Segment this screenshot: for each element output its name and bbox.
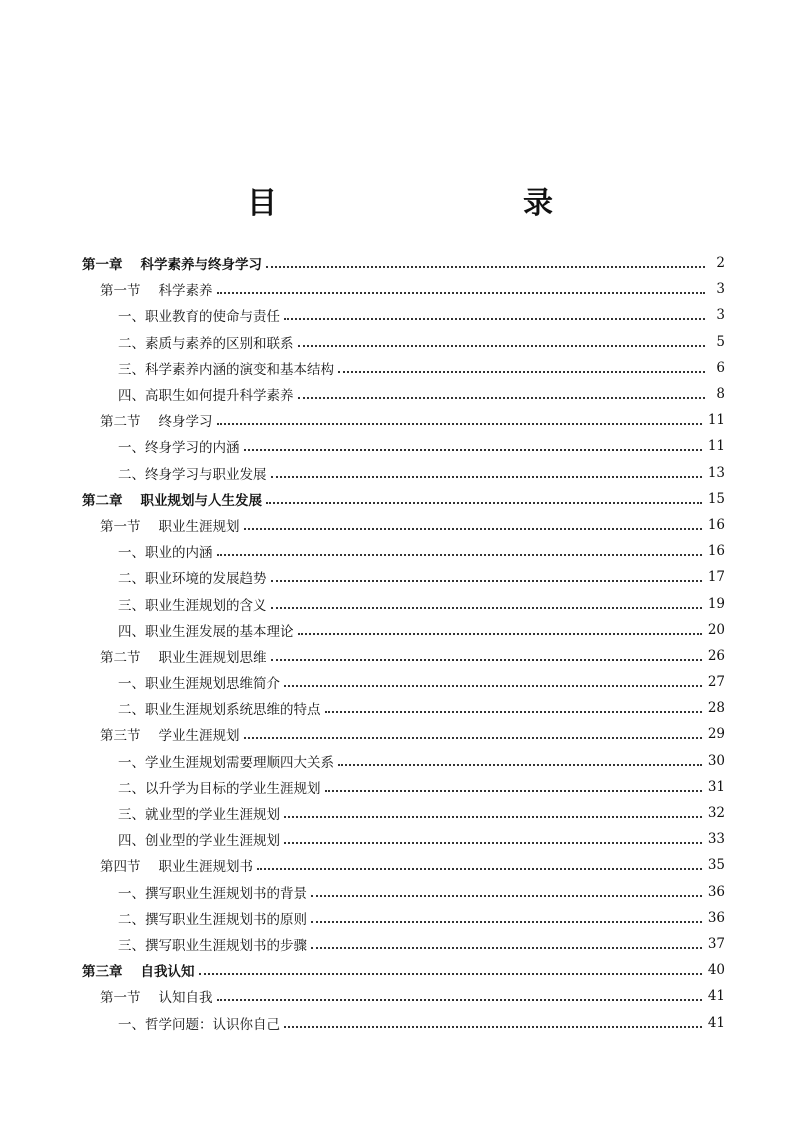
dot-leader xyxy=(244,514,702,530)
toc-entry-label xyxy=(118,934,307,954)
toc-entry-page-number: 3 xyxy=(716,307,725,324)
dot-leader xyxy=(325,697,702,713)
toc-entry-section[interactable] xyxy=(0,407,800,433)
toc-entry-item[interactable] xyxy=(0,774,800,800)
toc-entry-chapter[interactable] xyxy=(0,957,800,983)
toc-entry-number: 第一节 xyxy=(100,990,141,1007)
toc-entry-title: 二、终身学习与职业发展 xyxy=(118,466,267,483)
toc-entry-label xyxy=(82,253,262,273)
toc-entry-item[interactable] xyxy=(0,1009,800,1035)
toc-entry-page-number: 37 xyxy=(707,935,725,952)
toc-entry-section[interactable] xyxy=(0,852,800,878)
dot-leader xyxy=(217,409,702,425)
page-title: 目 录 xyxy=(247,186,615,222)
toc-entry-title: 三、就业型的学业生涯规划 xyxy=(118,807,280,824)
toc-entry-label xyxy=(118,882,307,902)
toc-entry-label xyxy=(118,541,213,561)
toc-entry-label xyxy=(118,1013,280,1033)
dot-leader xyxy=(311,907,702,923)
toc-entry-section[interactable] xyxy=(0,276,800,302)
toc-entry-section[interactable] xyxy=(0,983,800,1009)
toc-entry-title: 三、科学素养内涵的演变和基本结构 xyxy=(118,361,334,378)
toc-entry-page-number: 35 xyxy=(707,857,725,874)
toc-entry-label xyxy=(100,855,253,875)
toc-entry-title: 认知自我 xyxy=(158,990,213,1007)
dot-leader xyxy=(338,357,705,373)
toc-entry-title: 科学素养与终身学习 xyxy=(140,257,262,274)
dot-leader xyxy=(284,1012,702,1028)
toc-entry-page-number: 36 xyxy=(707,909,725,926)
dot-leader xyxy=(325,776,702,792)
toc-entry-title: 四、创业型的学业生涯规划 xyxy=(118,833,280,850)
dot-leader xyxy=(217,278,706,294)
toc-entry-page-number: 27 xyxy=(707,674,725,691)
dot-leader xyxy=(266,252,705,268)
toc-entry-item[interactable] xyxy=(0,433,800,459)
toc-entry-item[interactable] xyxy=(0,695,800,721)
toc-entry-page-number: 41 xyxy=(707,988,725,1005)
toc-entry-page-number: 40 xyxy=(707,962,725,979)
dot-leader xyxy=(284,828,702,844)
dot-leader xyxy=(311,933,702,949)
toc-entry-number: 第一节 xyxy=(100,283,141,300)
toc-entry-number: 第二节 xyxy=(100,649,141,666)
toc-entry-item[interactable] xyxy=(0,460,800,486)
toc-entry-label xyxy=(82,489,262,509)
dot-leader xyxy=(298,619,702,635)
toc-entry-page-number: 32 xyxy=(707,805,725,822)
toc-entry-title: 职业生涯规划书 xyxy=(158,859,253,876)
toc-entry-page-number: 17 xyxy=(707,569,725,586)
toc-entry-title: 一、职业生涯规划思维简介 xyxy=(118,676,280,693)
toc-entry-item[interactable] xyxy=(0,590,800,616)
toc-entry-label xyxy=(82,960,195,980)
toc-entry-item[interactable] xyxy=(0,617,800,643)
toc-entry-item[interactable] xyxy=(0,748,800,774)
dot-leader xyxy=(217,540,702,556)
table-of-contents xyxy=(0,250,800,1036)
toc-entry-page-number: 20 xyxy=(707,621,725,638)
toc-entry-page-number: 11 xyxy=(707,438,725,455)
toc-entry-title: 二、素质与素养的区别和联系 xyxy=(118,335,294,352)
toc-entry-label xyxy=(118,829,280,849)
dot-leader xyxy=(271,566,702,582)
toc-entry-page-number: 41 xyxy=(707,1014,725,1031)
toc-entry-page-number: 16 xyxy=(707,516,725,533)
toc-entry-title: 四、职业生涯发展的基本理论 xyxy=(118,623,294,640)
toc-entry-title: 一、职业的内涵 xyxy=(118,545,213,562)
toc-entry-label xyxy=(100,515,240,535)
dot-leader xyxy=(298,383,706,399)
toc-entry-label xyxy=(118,620,294,640)
toc-entry-number: 第二节 xyxy=(100,414,141,431)
toc-entry-page-number: 30 xyxy=(707,752,725,769)
dot-leader xyxy=(338,750,702,766)
dot-leader xyxy=(284,304,705,320)
dot-leader xyxy=(199,959,702,975)
toc-entry-label xyxy=(118,305,280,325)
toc-entry-page-number: 28 xyxy=(707,700,725,717)
toc-entry-label xyxy=(118,332,294,352)
toc-entry-chapter[interactable] xyxy=(0,250,800,276)
toc-entry-item[interactable] xyxy=(0,669,800,695)
toc-entry-label xyxy=(100,279,213,299)
toc-entry-label xyxy=(118,751,334,771)
toc-entry-item[interactable] xyxy=(0,564,800,590)
toc-entry-label xyxy=(118,803,280,823)
toc-entry-section[interactable] xyxy=(0,721,800,747)
toc-entry-item[interactable] xyxy=(0,879,800,905)
toc-entry-page-number: 16 xyxy=(707,543,725,560)
toc-entry-item[interactable] xyxy=(0,538,800,564)
toc-entry-label xyxy=(118,908,307,928)
toc-entry-title: 终身学习 xyxy=(158,414,213,431)
toc-entry-title: 职业生涯规划 xyxy=(158,518,240,535)
toc-entry-page-number: 29 xyxy=(707,726,725,743)
toc-entry-title: 一、职业教育的使命与责任 xyxy=(118,309,280,326)
toc-entry-page-number: 19 xyxy=(707,595,725,612)
toc-entry-number: 第一章 xyxy=(82,257,123,274)
toc-entry-title: 科学素养 xyxy=(158,283,213,300)
dot-leader xyxy=(284,802,702,818)
toc-entry-label xyxy=(100,410,213,430)
toc-entry-title: 二、撰写职业生涯规划书的原则 xyxy=(118,911,307,928)
toc-entry-page-number: 5 xyxy=(716,333,725,350)
toc-entry-page-number: 11 xyxy=(707,412,725,429)
toc-entry-item[interactable] xyxy=(0,800,800,826)
toc-entry-page-number: 8 xyxy=(716,386,725,403)
toc-entry-title: 二、职业生涯规划系统思维的特点 xyxy=(118,702,321,719)
toc-entry-page-number: 6 xyxy=(716,359,725,376)
toc-entry-label xyxy=(118,777,321,797)
toc-entry-label xyxy=(100,724,240,744)
toc-entry-page-number: 26 xyxy=(707,647,725,664)
toc-entry-title: 自我认知 xyxy=(140,964,195,981)
dot-leader xyxy=(266,488,702,504)
toc-entry-item[interactable] xyxy=(0,905,800,931)
toc-entry-label xyxy=(118,436,240,456)
toc-entry-chapter[interactable] xyxy=(0,486,800,512)
toc-entry-section[interactable] xyxy=(0,512,800,538)
toc-entry-label xyxy=(118,463,267,483)
toc-entry-page-number: 33 xyxy=(707,831,725,848)
toc-entry-label xyxy=(118,358,334,378)
toc-entry-label xyxy=(118,672,280,692)
toc-entry-item[interactable] xyxy=(0,826,800,852)
toc-entry-item[interactable] xyxy=(0,381,800,407)
dot-leader xyxy=(311,881,702,897)
dot-leader xyxy=(298,331,706,347)
toc-entry-title: 二、职业环境的发展趋势 xyxy=(118,571,267,588)
toc-entry-title: 一、终身学习的内涵 xyxy=(118,440,240,457)
toc-entry-title: 一、学业生涯规划需要理顺四大关系 xyxy=(118,754,334,771)
toc-entry-page-number: 3 xyxy=(716,281,725,298)
toc-entry-page-number: 36 xyxy=(707,883,725,900)
toc-entry-number: 第四节 xyxy=(100,859,141,876)
dot-leader xyxy=(257,854,702,870)
toc-entry-number: 第二章 xyxy=(82,492,123,509)
toc-entry-title: 一、哲学问题：认识你自己 xyxy=(118,1016,280,1033)
toc-entry-page-number: 15 xyxy=(707,490,725,507)
toc-entry-item[interactable] xyxy=(0,329,800,355)
toc-entry-title: 一、撰写职业生涯规划书的背景 xyxy=(118,885,307,902)
toc-entry-label xyxy=(100,646,267,666)
dot-leader xyxy=(244,435,702,451)
toc-entry-label xyxy=(100,986,213,1006)
toc-entry-label xyxy=(118,698,321,718)
toc-entry-number: 第一节 xyxy=(100,518,141,535)
toc-entry-page-number: 31 xyxy=(707,778,725,795)
dot-leader xyxy=(217,985,702,1001)
toc-entry-label xyxy=(118,384,294,404)
toc-entry-title: 学业生涯规划 xyxy=(158,728,240,745)
toc-entry-title: 职业生涯规划思维 xyxy=(158,649,267,666)
dot-leader xyxy=(271,593,702,609)
toc-entry-number: 第三章 xyxy=(82,964,123,981)
toc-entry-title: 二、以升学为目标的学业生涯规划 xyxy=(118,780,321,797)
toc-entry-title: 三、职业生涯规划的含义 xyxy=(118,597,267,614)
toc-entry-label xyxy=(118,594,267,614)
toc-entry-item[interactable] xyxy=(0,302,800,328)
dot-leader xyxy=(244,723,702,739)
toc-entry-number: 第三节 xyxy=(100,728,141,745)
toc-entry-title: 四、高职生如何提升科学素养 xyxy=(118,388,294,405)
toc-entry-item[interactable] xyxy=(0,355,800,381)
dot-leader xyxy=(284,671,702,687)
toc-entry-item[interactable] xyxy=(0,931,800,957)
toc-entry-title: 职业规划与人生发展 xyxy=(140,492,262,509)
dot-leader xyxy=(271,462,702,478)
toc-entry-label xyxy=(118,567,267,587)
toc-entry-section[interactable] xyxy=(0,643,800,669)
toc-entry-title: 三、撰写职业生涯规划书的步骤 xyxy=(118,937,307,954)
toc-entry-page-number: 2 xyxy=(716,255,725,272)
dot-leader xyxy=(271,645,702,661)
toc-entry-page-number: 13 xyxy=(707,464,725,481)
